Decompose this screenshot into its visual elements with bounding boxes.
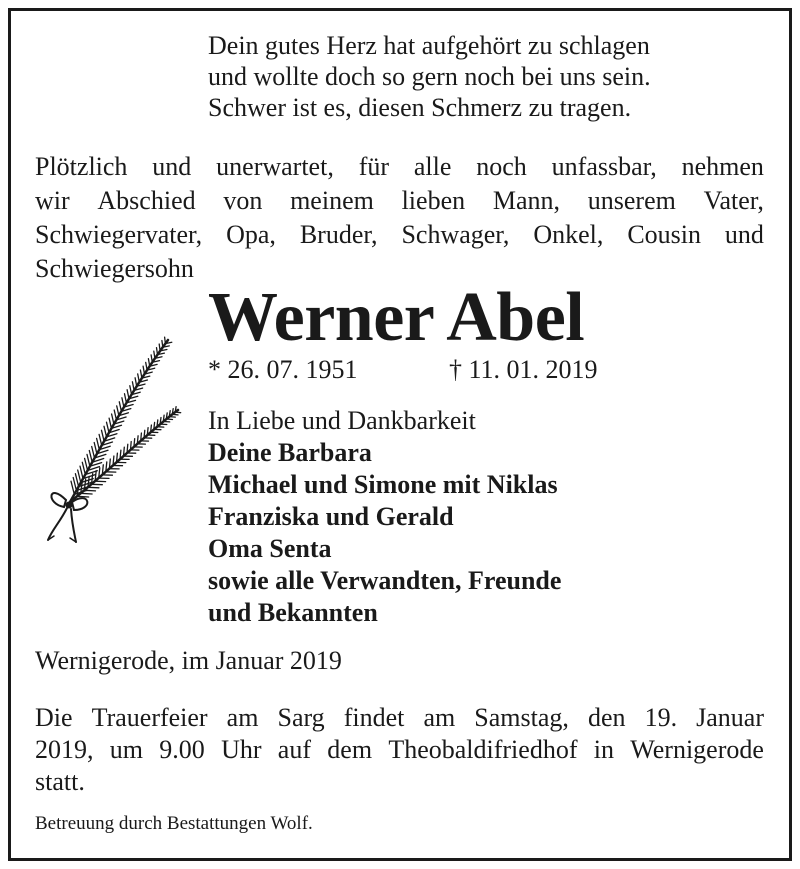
word: Schwager, xyxy=(401,220,510,249)
word: Abschied xyxy=(97,186,196,215)
funeral-line: statt. xyxy=(35,767,85,796)
word: 19. xyxy=(644,703,678,732)
word: noch xyxy=(476,152,527,181)
word: und xyxy=(152,152,192,181)
mourner-name: Franziska und Gerald xyxy=(208,502,454,531)
word: Bruder, xyxy=(299,220,378,249)
poem xyxy=(208,30,651,123)
word: am xyxy=(226,703,259,732)
word: Opa, xyxy=(226,220,276,249)
word: Sarg xyxy=(277,703,325,732)
funeral-service-credit: Betreuung durch Bestattungen Wolf. xyxy=(35,813,313,834)
word: Plötzlich xyxy=(35,152,128,181)
word: von xyxy=(223,186,263,215)
mourner-name: Oma Senta xyxy=(208,534,332,563)
mourner-name: Michael und Simone mit Niklas xyxy=(208,470,558,499)
word: um xyxy=(109,735,144,764)
word: unfassbar, xyxy=(551,152,657,181)
poem-line: und wollte doch so gern noch bei uns sein. xyxy=(208,62,651,91)
word: Vater, xyxy=(703,186,764,215)
poem-line: Schwer ist es, diesen Schmerz zu tragen. xyxy=(208,93,632,122)
intro-line xyxy=(35,184,764,218)
birth-date: * 26. 07. 1951 xyxy=(208,355,358,384)
deceased-name: Werner Abel xyxy=(208,279,585,356)
life-dates xyxy=(208,354,598,386)
mourners-intro: In Liebe und Dankbarkeit xyxy=(208,406,476,435)
word: Samstag, xyxy=(474,703,569,732)
word: wir xyxy=(35,186,70,215)
word: dem xyxy=(327,735,373,764)
word: nehmen xyxy=(681,152,764,181)
word: und xyxy=(724,220,764,249)
intro-line xyxy=(35,150,764,184)
intro-line: Schwiegersohn xyxy=(35,254,194,283)
intro-line xyxy=(35,218,764,252)
word: meinem xyxy=(290,186,374,215)
word: 2019, xyxy=(35,735,94,764)
funeral-notice xyxy=(35,702,764,798)
word: Uhr xyxy=(221,735,262,764)
word: 9.00 xyxy=(159,735,205,764)
word: Onkel, xyxy=(533,220,604,249)
funeral-line xyxy=(35,734,764,766)
word: in xyxy=(593,735,614,764)
word: auf xyxy=(277,735,311,764)
word: alle xyxy=(413,152,452,181)
word: Die xyxy=(35,703,73,732)
mourner-name: Deine Barbara xyxy=(208,438,372,467)
word: lieben xyxy=(401,186,466,215)
mourners-block xyxy=(208,405,561,629)
word: unserem xyxy=(587,186,676,215)
word: für xyxy=(358,152,390,181)
word: Trauerfeier xyxy=(91,703,208,732)
mourner-name: und Bekannten xyxy=(208,598,378,627)
word: unerwartet, xyxy=(216,152,334,181)
fir-branch-with-bow-icon xyxy=(38,332,188,547)
word: am xyxy=(423,703,456,732)
word: Wernigerode xyxy=(630,735,764,764)
word: Schwiegervater, xyxy=(35,220,203,249)
word: Theobaldifriedhof xyxy=(388,735,578,764)
funeral-line xyxy=(35,702,764,734)
word: Cousin xyxy=(627,220,701,249)
word: Mann, xyxy=(492,186,561,215)
word: den xyxy=(587,703,626,732)
intro-text xyxy=(35,150,764,286)
mourner-name: sowie alle Verwandten, Freunde xyxy=(208,566,562,595)
word: Januar xyxy=(696,703,764,732)
death-date: † 11. 01. 2019 xyxy=(449,355,598,384)
word: findet xyxy=(343,703,405,732)
place-and-date: Wernigerode, im Januar 2019 xyxy=(35,646,342,675)
poem-line: Dein gutes Herz hat aufgehört zu schlagen xyxy=(208,31,650,60)
